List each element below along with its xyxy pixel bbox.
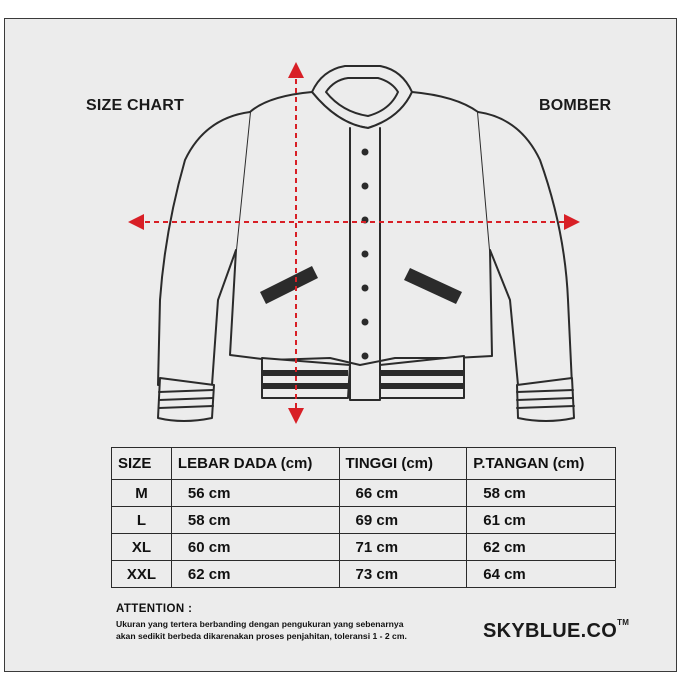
chest-width-value: 58 cm — [171, 507, 339, 534]
height-value: 66 cm — [339, 480, 467, 507]
table-row — [112, 561, 616, 588]
table-row — [112, 507, 616, 534]
chest-width-value: 60 cm — [171, 534, 339, 561]
brand-logo — [483, 620, 629, 643]
table-header-row — [112, 448, 616, 480]
size-label: XL — [112, 534, 172, 561]
attention-note — [116, 618, 476, 642]
sleeve-length-value: 61 cm — [467, 507, 616, 534]
size-label: M — [112, 480, 172, 507]
size-table — [111, 447, 616, 588]
sleeve-length-value: 62 cm — [467, 534, 616, 561]
size-chart-title: SIZE CHART — [86, 97, 184, 114]
size-label: XXL — [112, 561, 172, 588]
chest-width-value: 62 cm — [171, 561, 339, 588]
table-row — [112, 534, 616, 561]
brand-name: SKYBLUE.CO — [483, 620, 618, 642]
product-type-title: BOMBER — [539, 97, 612, 114]
height-value: 73 cm — [339, 561, 467, 588]
attention-title: ATTENTION : — [116, 603, 193, 615]
height-value: 69 cm — [339, 507, 467, 534]
sleeve-length-value: 64 cm — [467, 561, 616, 588]
header-height: TINGGI (cm) — [339, 448, 467, 480]
sleeve-length-value: 58 cm — [467, 480, 616, 507]
header-sleeve-length: P.TANGAN (cm) — [467, 448, 616, 480]
chest-width-value: 56 cm — [171, 480, 339, 507]
attention-line-1: Ukuran yang tertera berbanding dengan pengukuran yang sebenarnya — [116, 619, 404, 629]
table-row — [112, 480, 616, 507]
size-label: L — [112, 507, 172, 534]
header-size: SIZE — [112, 448, 172, 480]
attention-line-2: akan sedikit berbeda dikarenakan proses penjahitan, toleransi 1 - 2 cm. — [116, 631, 407, 641]
header-chest-width: LEBAR DADA (cm) — [171, 448, 339, 480]
jacket-body — [230, 92, 492, 365]
trademark-mark: TM — [617, 618, 630, 627]
height-value: 71 cm — [339, 534, 467, 561]
